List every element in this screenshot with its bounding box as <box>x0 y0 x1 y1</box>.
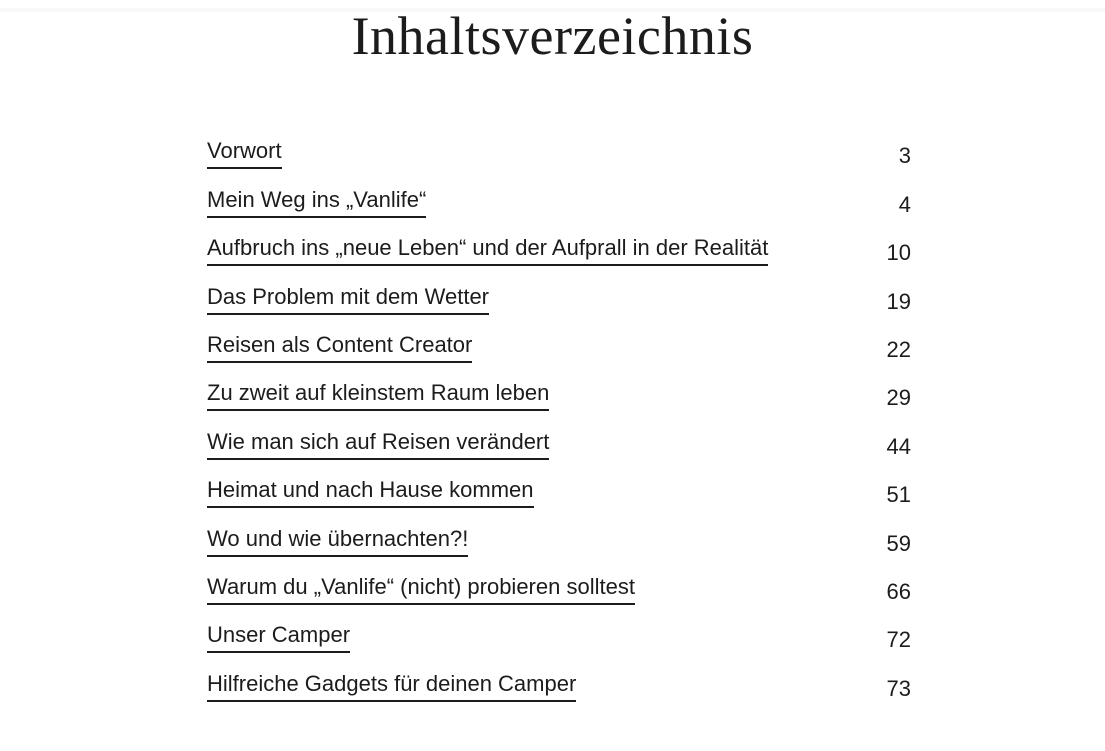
toc-page-number: 66 <box>886 578 911 604</box>
toc-entry-link[interactable]: Heimat und nach Hause kommen <box>207 477 534 508</box>
toc-entry-link[interactable]: Mein Weg ins „Vanlife“ <box>207 187 426 218</box>
toc-row <box>207 614 911 662</box>
document-page <box>0 8 1105 751</box>
toc-entry-link[interactable]: Unser Camper <box>207 622 350 653</box>
toc-row <box>207 517 911 565</box>
toc-entry-link[interactable]: Warum du „Vanlife“ (nicht) probieren solltest <box>207 574 635 605</box>
toc-entry-link[interactable]: Zu zweit auf kleinstem Raum leben <box>207 380 549 411</box>
toc-entry-link[interactable]: Reisen als Content Creator <box>207 332 472 363</box>
toc-row <box>207 324 911 372</box>
toc-row <box>207 227 911 275</box>
toc-page-number: 44 <box>886 433 911 459</box>
toc-row <box>207 130 911 178</box>
toc-page-number: 59 <box>886 530 911 556</box>
toc-page-number: 51 <box>886 482 911 508</box>
toc-page-number: 10 <box>886 240 911 266</box>
toc-page-number: 3 <box>898 143 911 169</box>
toc-row <box>207 662 911 710</box>
toc-entry-link[interactable]: Vorwort <box>207 138 282 169</box>
toc-row <box>207 275 911 323</box>
page-top-edge <box>0 8 1105 12</box>
toc-row <box>207 420 911 468</box>
toc-row <box>207 469 911 517</box>
page-title: Inhaltsverzeichnis <box>351 6 754 66</box>
toc-page-number: 29 <box>886 385 911 411</box>
toc-entry-link[interactable]: Das Problem mit dem Wetter <box>207 284 489 315</box>
toc-page-number: 72 <box>886 627 911 653</box>
toc-row <box>207 372 911 420</box>
toc-entry-link[interactable]: Wie man sich auf Reisen verändert <box>207 429 549 460</box>
toc-entry-link[interactable]: Wo und wie übernachten?! <box>207 526 468 557</box>
toc-row <box>207 566 911 614</box>
toc-page-number: 19 <box>886 288 911 314</box>
table-of-contents <box>207 130 911 711</box>
toc-page-number: 22 <box>886 336 911 362</box>
toc-row <box>207 178 911 226</box>
toc-page-number: 73 <box>886 675 911 701</box>
toc-entry-link[interactable]: Hilfreiche Gadgets für deinen Camper <box>207 671 576 702</box>
toc-entry-link[interactable]: Aufbruch ins „neue Leben“ und der Aufprall in der Realität <box>207 235 768 266</box>
toc-page-number: 4 <box>898 191 911 217</box>
